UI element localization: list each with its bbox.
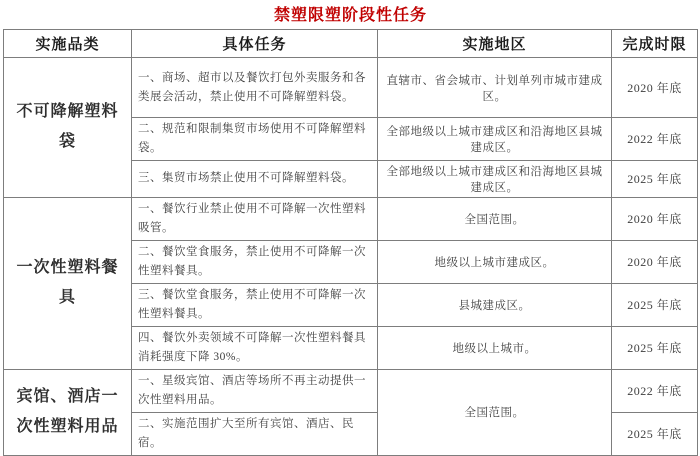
deadline-cell: 2020 年底 bbox=[612, 197, 698, 240]
deadline-cell: 2020 年底 bbox=[612, 58, 698, 118]
category-cell-tableware: 一次性塑料餐具 bbox=[4, 197, 132, 369]
plastic-ban-tasks-table bbox=[3, 29, 698, 456]
region-cell-merged: 全国范围。 bbox=[378, 369, 612, 455]
deadline-cell: 2025 年底 bbox=[612, 160, 698, 197]
deadline-cell: 2025 年底 bbox=[612, 283, 698, 326]
task-cell: 一、商场、超市以及餐饮打包外卖服务和各类展会活动，禁止使用不可降解塑料袋。 bbox=[132, 58, 378, 118]
region-cell: 全部地级以上城市建成区和沿海地区县城建成区。 bbox=[378, 118, 612, 161]
table-row bbox=[4, 369, 698, 412]
task-cell: 三、餐饮堂食服务，禁止使用不可降解一次性塑料餐具。 bbox=[132, 283, 378, 326]
task-cell: 二、实施范围扩大至所有宾馆、酒店、民宿。 bbox=[132, 412, 378, 455]
deadline-cell: 2020 年底 bbox=[612, 240, 698, 283]
table-row bbox=[4, 197, 698, 240]
category-cell-hotel-items: 宾馆、酒店一次性塑料用品 bbox=[4, 369, 132, 455]
column-header-category: 实施品类 bbox=[4, 30, 132, 58]
task-cell: 二、餐饮堂食服务，禁止使用不可降解一次性塑料餐具。 bbox=[132, 240, 378, 283]
header-row bbox=[4, 30, 698, 58]
region-cell: 地级以上城市。 bbox=[378, 326, 612, 369]
deadline-cell: 2025 年底 bbox=[612, 326, 698, 369]
task-cell: 一、星级宾馆、酒店等场所不再主动提供一次性塑料用品。 bbox=[132, 369, 378, 412]
column-header-task: 具体任务 bbox=[132, 30, 378, 58]
task-cell: 三、集贸市场禁止使用不可降解塑料袋。 bbox=[132, 160, 378, 197]
deadline-cell: 2022 年底 bbox=[612, 369, 698, 412]
deadline-cell: 2022 年底 bbox=[612, 118, 698, 161]
task-cell: 二、规范和限制集贸市场使用不可降解塑料袋。 bbox=[132, 118, 378, 161]
task-cell: 一、餐饮行业禁止使用不可降解一次性塑料吸管。 bbox=[132, 197, 378, 240]
page-title: 禁塑限塑阶段性任务 bbox=[273, 7, 427, 24]
region-cell: 全国范围。 bbox=[378, 197, 612, 240]
column-header-deadline: 完成时限 bbox=[612, 30, 698, 58]
region-cell: 全部地级以上城市建成区和沿海地区县城建成区。 bbox=[378, 160, 612, 197]
column-header-region: 实施地区 bbox=[378, 30, 612, 58]
region-cell: 县城建成区。 bbox=[378, 283, 612, 326]
region-cell: 地级以上城市建成区。 bbox=[378, 240, 612, 283]
region-cell: 直辖市、省会城市、计划单列市城市建成区。 bbox=[378, 58, 612, 118]
task-cell: 四、餐饮外卖领域不可降解一次性塑料餐具消耗强度下降 30%。 bbox=[132, 326, 378, 369]
table-row bbox=[4, 58, 698, 118]
deadline-cell: 2025 年底 bbox=[612, 412, 698, 455]
category-cell-bags: 不可降解塑料袋 bbox=[4, 58, 132, 198]
